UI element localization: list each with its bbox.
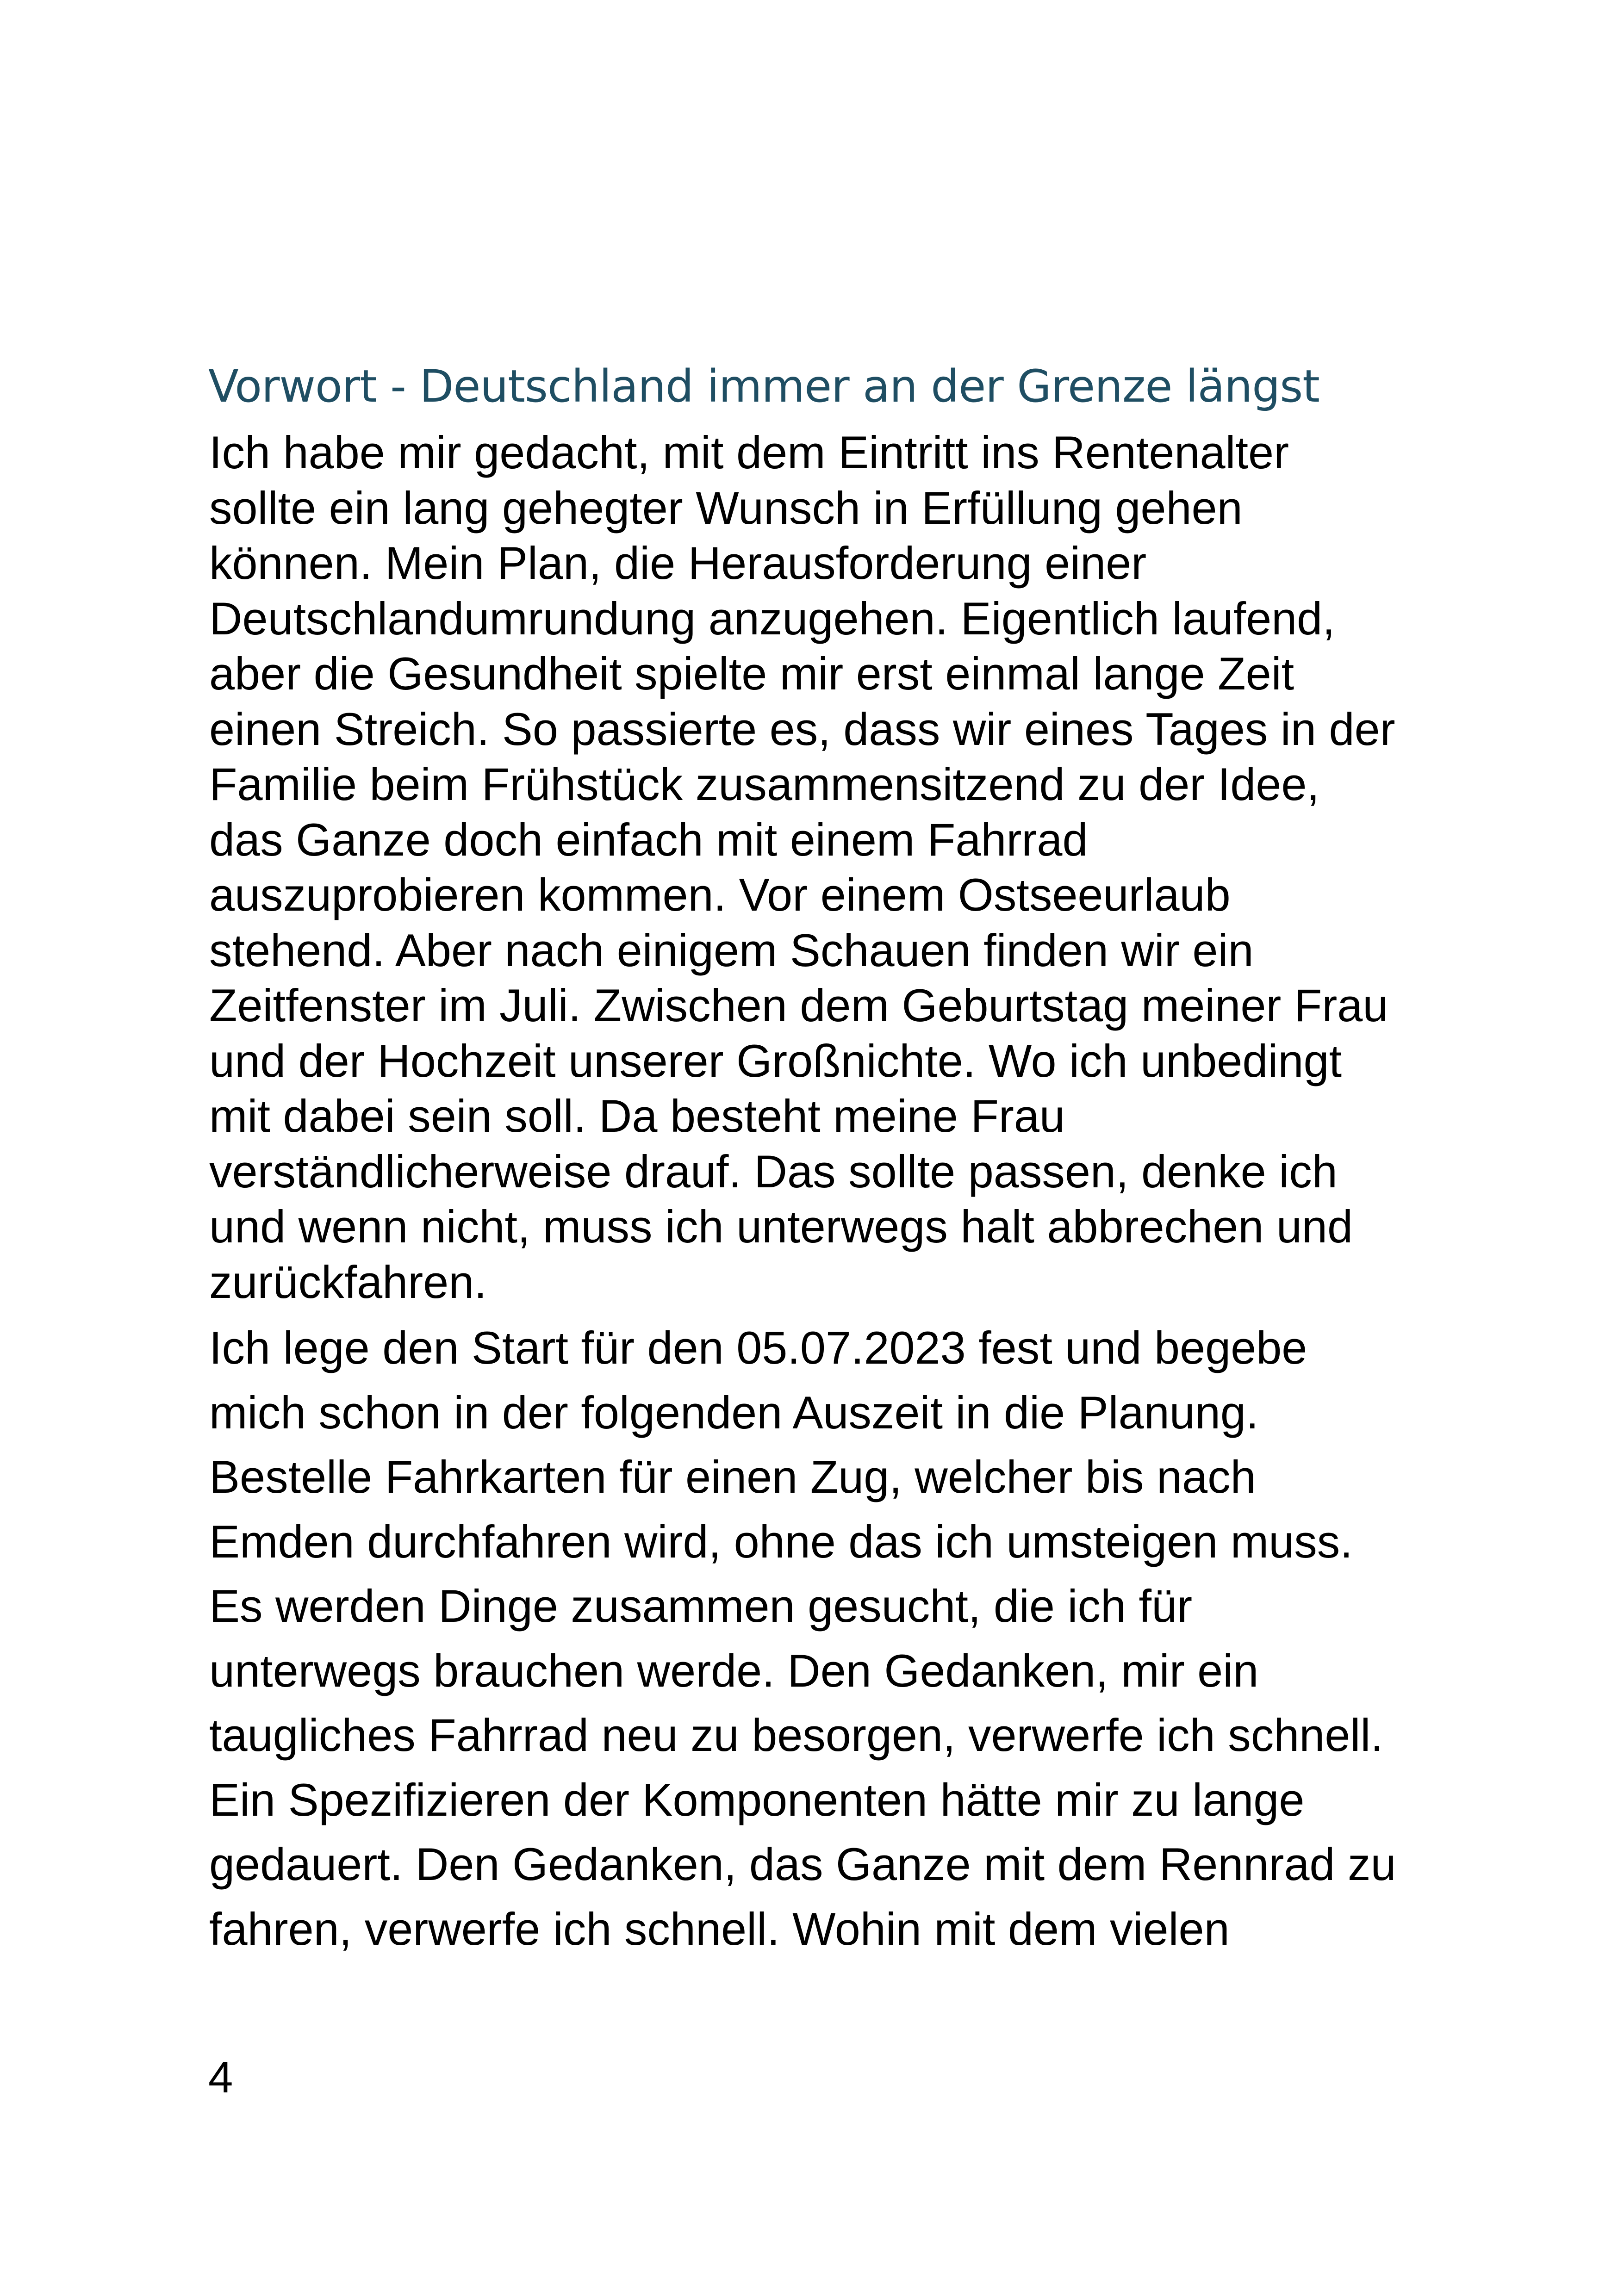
text-line: und wenn nicht, muss ich unterwegs halt abbrechen und	[209, 1201, 1353, 1252]
text-line: mit dabei sein soll. Da besteht meine Frau	[209, 1090, 1065, 1142]
page-number: 4	[208, 2053, 233, 2102]
text-line: fahren, verwerfe ich schnell. Wohin mit dem vielen	[209, 1903, 1230, 1955]
text-line: aber die Gesundheit spielte mir erst einmal lange Zeit	[209, 648, 1294, 699]
text-line: taugliches Fahrrad neu zu besorgen, verwerfe ich schnell.	[209, 1709, 1383, 1761]
text-line: können. Mein Plan, die Herausforderung einer	[209, 537, 1147, 589]
text-line: unterwegs brauchen werde. Den Gedanken, mir ein	[209, 1644, 1259, 1696]
text-line: sollte ein lang gehegter Wunsch in Erfüllung gehen	[209, 482, 1243, 534]
text-line: stehend. Aber nach einigem Schauen finden wir ein	[209, 924, 1254, 976]
text-line: verständlicherweise drauf. Das sollte passen, denke ich	[209, 1145, 1338, 1197]
text-line: gedauert. Den Gedanken, das Ganze mit dem Rennrad zu	[209, 1838, 1396, 1890]
text-line: Es werden Dinge zusammen gesucht, die ich für	[209, 1580, 1193, 1632]
body-paragraph-2	[209, 1316, 1459, 1961]
text-line: Ich lege den Start für den 05.07.2023 fest und begebe	[209, 1322, 1307, 1373]
text-line: Zeitfenster im Juli. Zwischen dem Geburtstag meiner Frau	[209, 980, 1388, 1031]
text-line: Familie beim Frühstück zusammensitzend zu der Idee,	[209, 758, 1319, 810]
text-line: einen Streich. So passierte es, dass wir eines Tages in der	[209, 703, 1395, 755]
text-line: Ein Spezifizieren der Komponenten hätte mir zu lange	[209, 1774, 1305, 1825]
text-line: Bestelle Fahrkarten für einen Zug, welcher bis nach	[209, 1451, 1256, 1502]
text-line: das Ganze doch einfach mit einem Fahrrad	[209, 813, 1088, 865]
text-line: mich schon in der folgenden Auszeit in die Planung.	[209, 1386, 1259, 1438]
text-line: Deutschlandumrundung anzugehen. Eigentlich laufend,	[209, 592, 1335, 644]
text-line: und der Hochzeit unserer Großnichte. Wo ich unbedingt	[209, 1035, 1342, 1086]
text-line: Ich habe mir gedacht, mit dem Eintritt ins Rentenalter	[209, 427, 1289, 478]
text-line: zurückfahren.	[209, 1256, 487, 1308]
text-line: Emden durchfahren wird, ohne das ich umsteigen muss.	[209, 1515, 1353, 1567]
body-paragraph-1	[209, 425, 1459, 1309]
text-line: auszuprobieren kommen. Vor einem Ostseeurlaub	[209, 869, 1231, 920]
chapter-heading: Vorwort - Deutschland immer an der Grenze längst	[208, 360, 1319, 412]
